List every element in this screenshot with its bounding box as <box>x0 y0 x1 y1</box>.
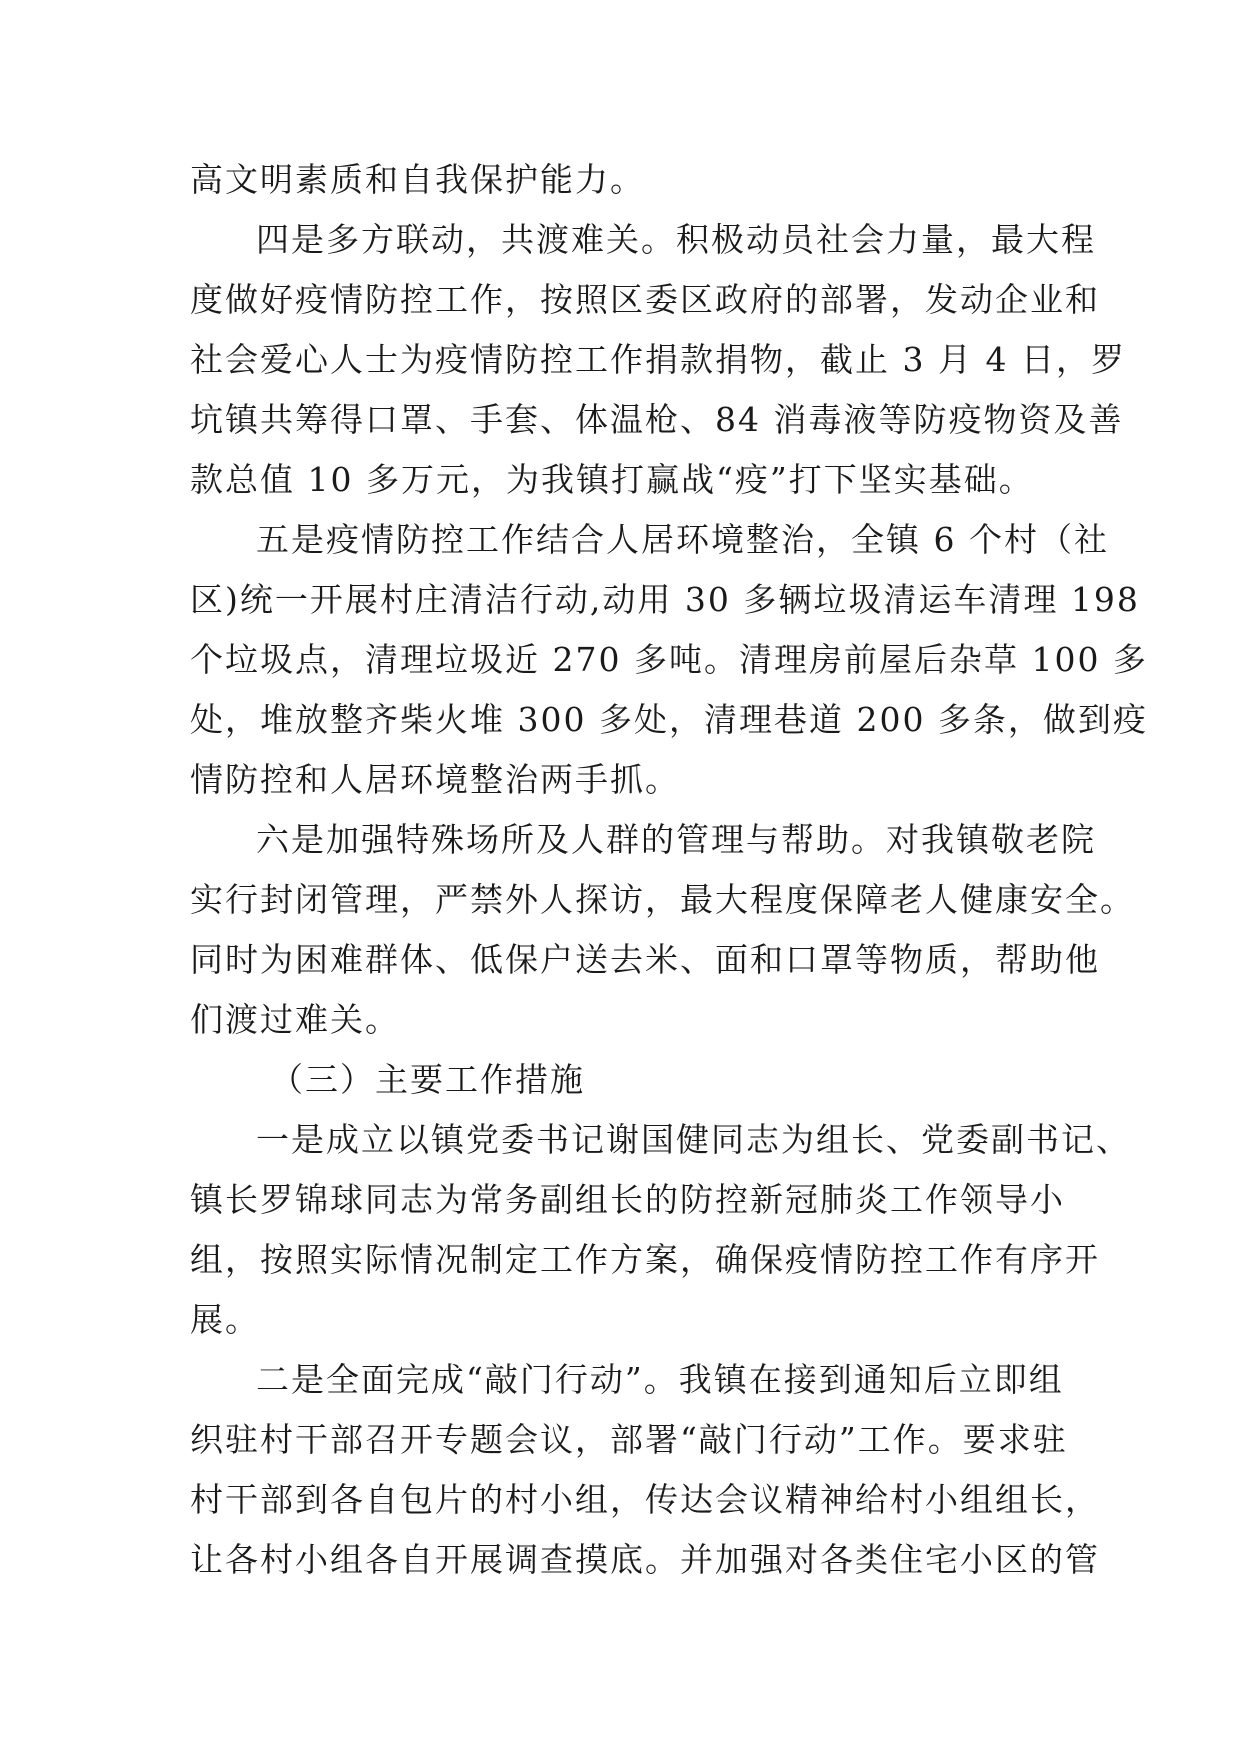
text-line: 款总值 10 多万元，为我镇打赢战“疫”打下坚实基础。 <box>190 460 1034 499</box>
text-line: 区)统一开展村庄清洁行动,动用 30 多辆垃圾清运车清理 198 <box>190 580 1140 619</box>
paragraph-start: 四是多方联动，共渡难关。积极动员社会力量，最大程 <box>256 220 1096 259</box>
text-line: 情防控和人居环境整治两手抓。 <box>190 760 680 799</box>
paragraph-start: 二是全面完成“敲门行动”。我镇在接到通知后立即组 <box>256 1360 1064 1399</box>
text-line: 村干部到各自包片的村小组，传达会议精神给村小组组长， <box>190 1480 1100 1519</box>
paragraph-start: 六是加强特殊场所及人群的管理与帮助。对我镇敬老院 <box>256 820 1096 859</box>
section-heading: （三）主要工作措施 <box>270 1060 585 1099</box>
text-line: 镇长罗锦球同志为常务副组长的防控新冠肺炎工作领导小 <box>190 1180 1065 1219</box>
text-line: 处，堆放整齐柴火堆 300 多处，清理巷道 200 多条，做到疫 <box>190 700 1148 739</box>
text-line: 组，按照实际情况制定工作方案，确保疫情防控工作有序开 <box>190 1240 1100 1279</box>
text-line: 织驻村干部召开专题会议，部署“敲门行动”工作。要求驻 <box>190 1420 1068 1459</box>
text-line: 们渡过难关。 <box>190 1000 400 1039</box>
text-line: 让各村小组各自开展调查摸底。并加强对各类住宅小区的管 <box>190 1540 1100 1579</box>
text-line: 个垃圾点，清理垃圾近 270 多吨。清理房前屋后杂草 100 多 <box>190 640 1148 679</box>
text-line: 坑镇共筹得口罩、手套、体温枪、84 消毒液等防疫物资及善 <box>190 400 1124 439</box>
body-text <box>190 150 1148 1590</box>
paragraph-start: 一是成立以镇党委书记谢国健同志为组长、党委副书记、 <box>256 1120 1131 1159</box>
paragraph-start: 五是疫情防控工作结合人居环境整治，全镇 6 个村（社 <box>256 520 1109 559</box>
text-line: 高文明素质和自我保护能力。 <box>190 160 645 199</box>
text-line: 展。 <box>190 1300 260 1339</box>
text-line: 实行封闭管理，严禁外人探访，最大程度保障老人健康安全。 <box>190 880 1135 919</box>
text-line: 同时为困难群体、低保户送去米、面和口罩等物质，帮助他 <box>190 940 1100 979</box>
text-line: 度做好疫情防控工作，按照区委区政府的部署，发动企业和 <box>190 280 1100 319</box>
text-line: 社会爱心人士为疫情防控工作捐款捐物，截止 3 月 4 日，罗 <box>190 340 1126 379</box>
